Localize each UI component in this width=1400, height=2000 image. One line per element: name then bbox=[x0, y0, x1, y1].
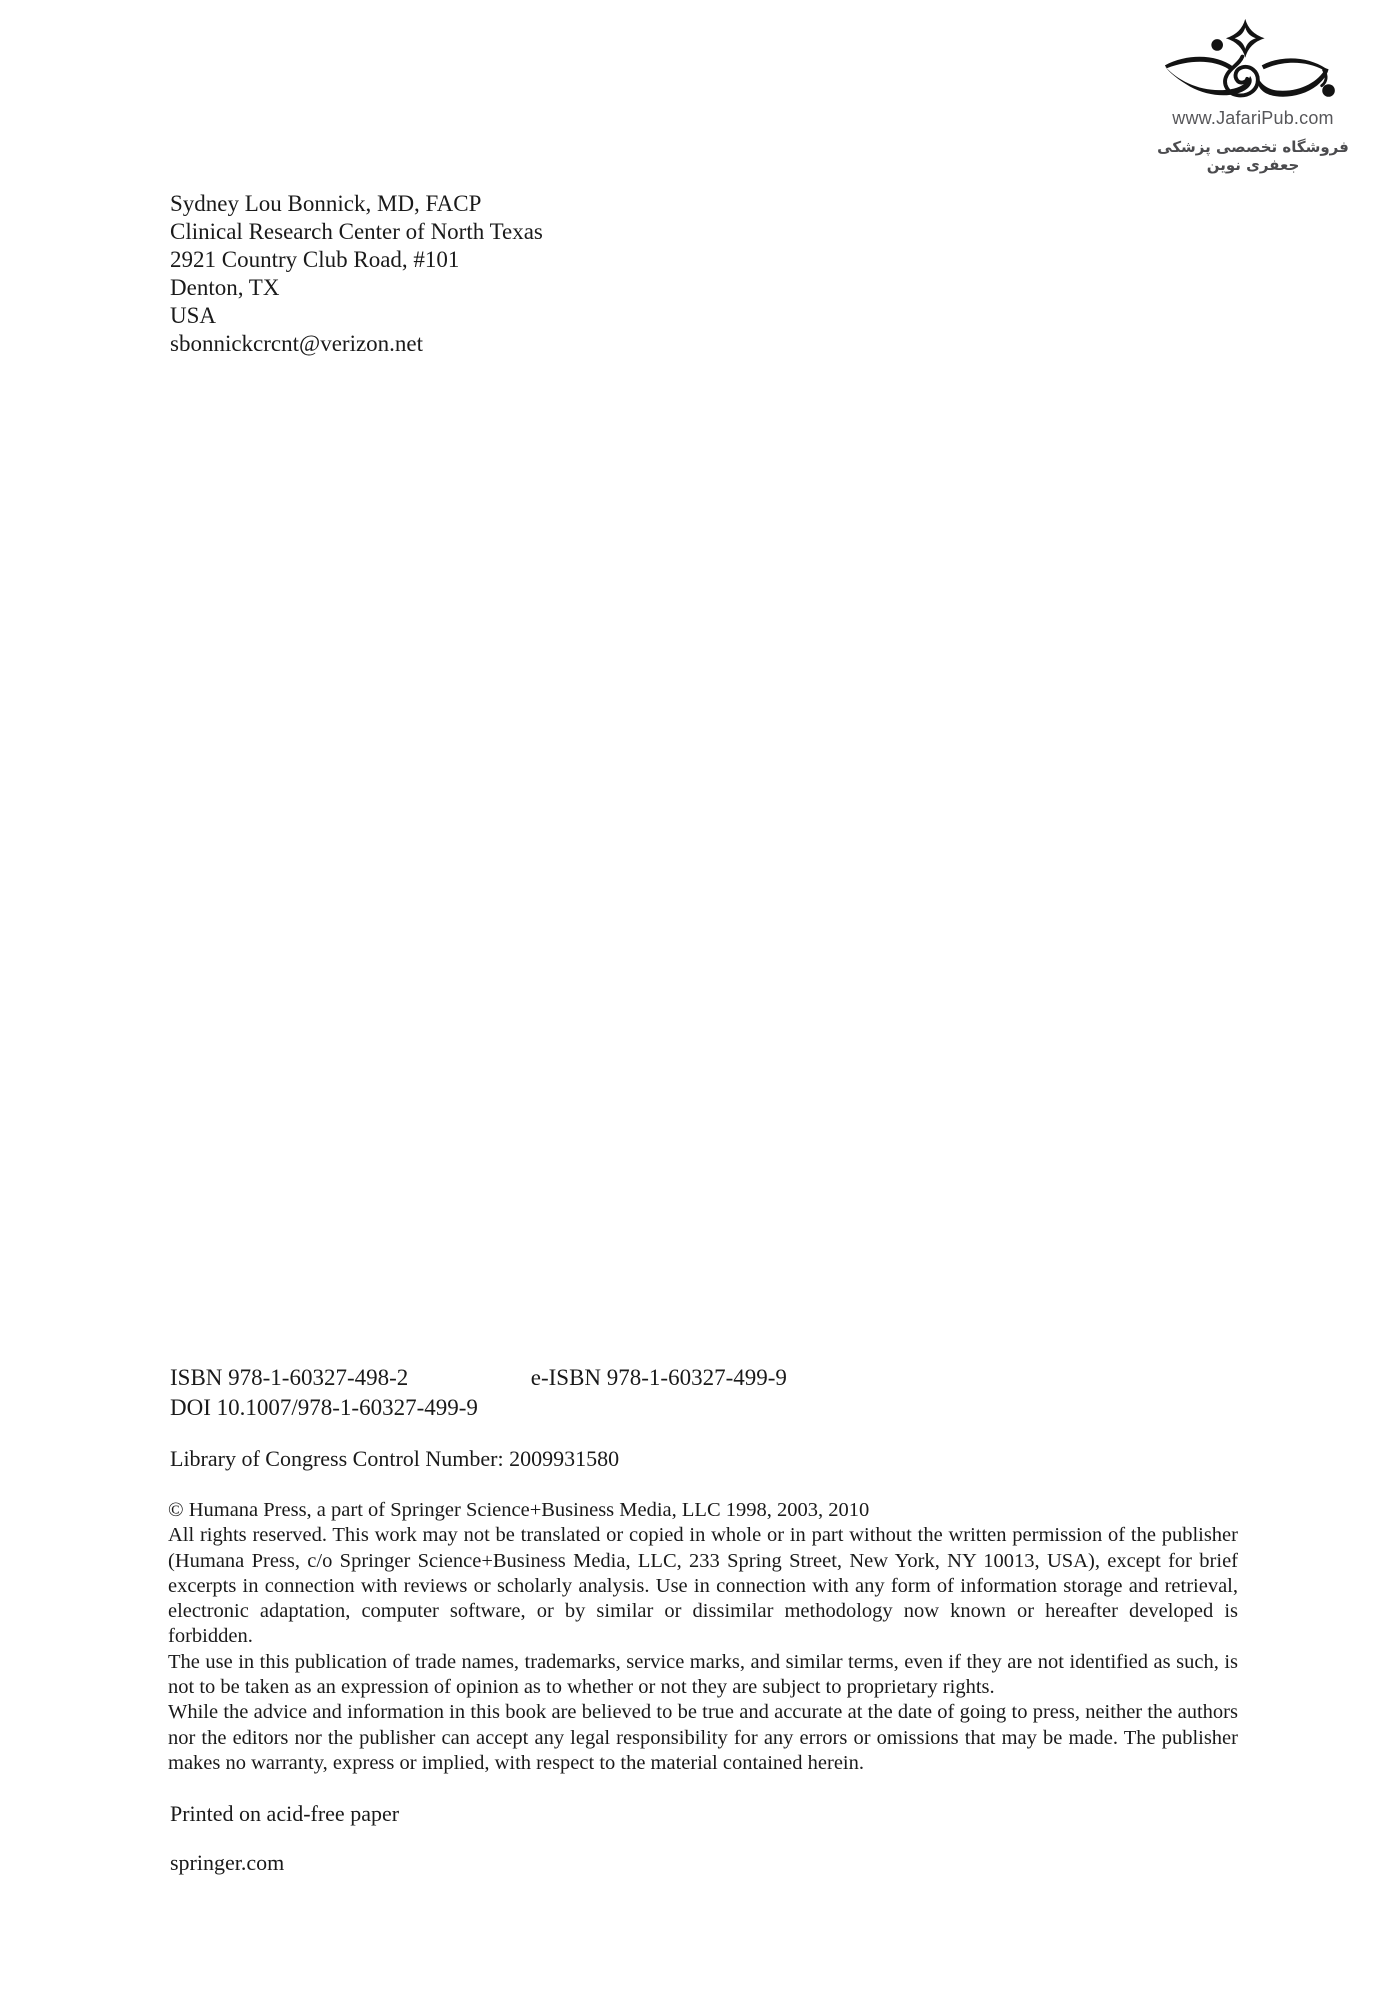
logo-tagline-farsi: فروشگاه تخصصی پزشکی جعفری نوین bbox=[1157, 138, 1349, 174]
copyright-block bbox=[168, 1498, 1238, 1776]
author-email: sbonnickcrcnt@verizon.net bbox=[170, 331, 424, 356]
doi-line: DOI 10.1007/978-1-60327-499-9 bbox=[170, 1395, 478, 1420]
isbn-print: ISBN 978-1-60327-498-2 bbox=[170, 1365, 409, 1390]
author-name: Sydney Lou Bonnick, MD, FACP bbox=[170, 191, 482, 216]
jafaripub-logo bbox=[1128, 14, 1378, 174]
isbn-electronic: e-ISBN 978-1-60327-499-9 bbox=[530, 1365, 787, 1390]
lccn-line: Library of Congress Control Number: 2009931580 bbox=[170, 1446, 620, 1471]
author-address-block bbox=[170, 190, 543, 358]
copyright-line: © Humana Press, a part of Springer Science+Business Media, LLC 1998, 2003, 2010 bbox=[168, 1499, 870, 1521]
author-city: Denton, TX bbox=[170, 275, 280, 300]
jafaripub-calligraphy-icon bbox=[1138, 14, 1368, 106]
isbn-block bbox=[170, 1363, 787, 1423]
logo-url-text: www.JafariPub.com bbox=[1172, 108, 1334, 128]
isbn-row bbox=[170, 1363, 787, 1393]
author-country: USA bbox=[170, 303, 217, 328]
disclaimer-paragraph: While the advice and information in this book are believed to be true and accurate at the date of going to press, neither the authors nor the editors nor the publisher can accept any legal responsibility for any errors or omissions that may be made. The publisher makes no warranty, express or implied, with respect to the material contained herein. bbox=[168, 1701, 1238, 1774]
trademarks-paragraph: The use in this publication of trade names, trademarks, service marks, and similar terms, even if they are not identified as such, is not to be taken as an expression of opinion as to whether or not they are subject to proprietary rights. bbox=[168, 1650, 1238, 1699]
author-affiliation: Clinical Research Center of North Texas bbox=[170, 219, 543, 244]
author-street: 2921 Country Club Road, #101 bbox=[170, 247, 460, 272]
springer-site-line: springer.com bbox=[170, 1850, 285, 1875]
acid-free-paper-line: Printed on acid-free paper bbox=[170, 1801, 400, 1826]
rights-paragraph: All rights reserved. This work may not be translated or copied in whole or in part without the written permission of the publisher (Humana Press, c/o Springer Science+Business Media, LLC, 233 Spring Street, New York, NY 10013, USA), except for brief excerpts in connection with reviews or scholarly analysis. Use in connection with any form of information storage and retrieval, electronic adaptation, computer software, or by similar or dissimilar methodology now known or hereafter developed is forbidden. bbox=[168, 1524, 1238, 1648]
